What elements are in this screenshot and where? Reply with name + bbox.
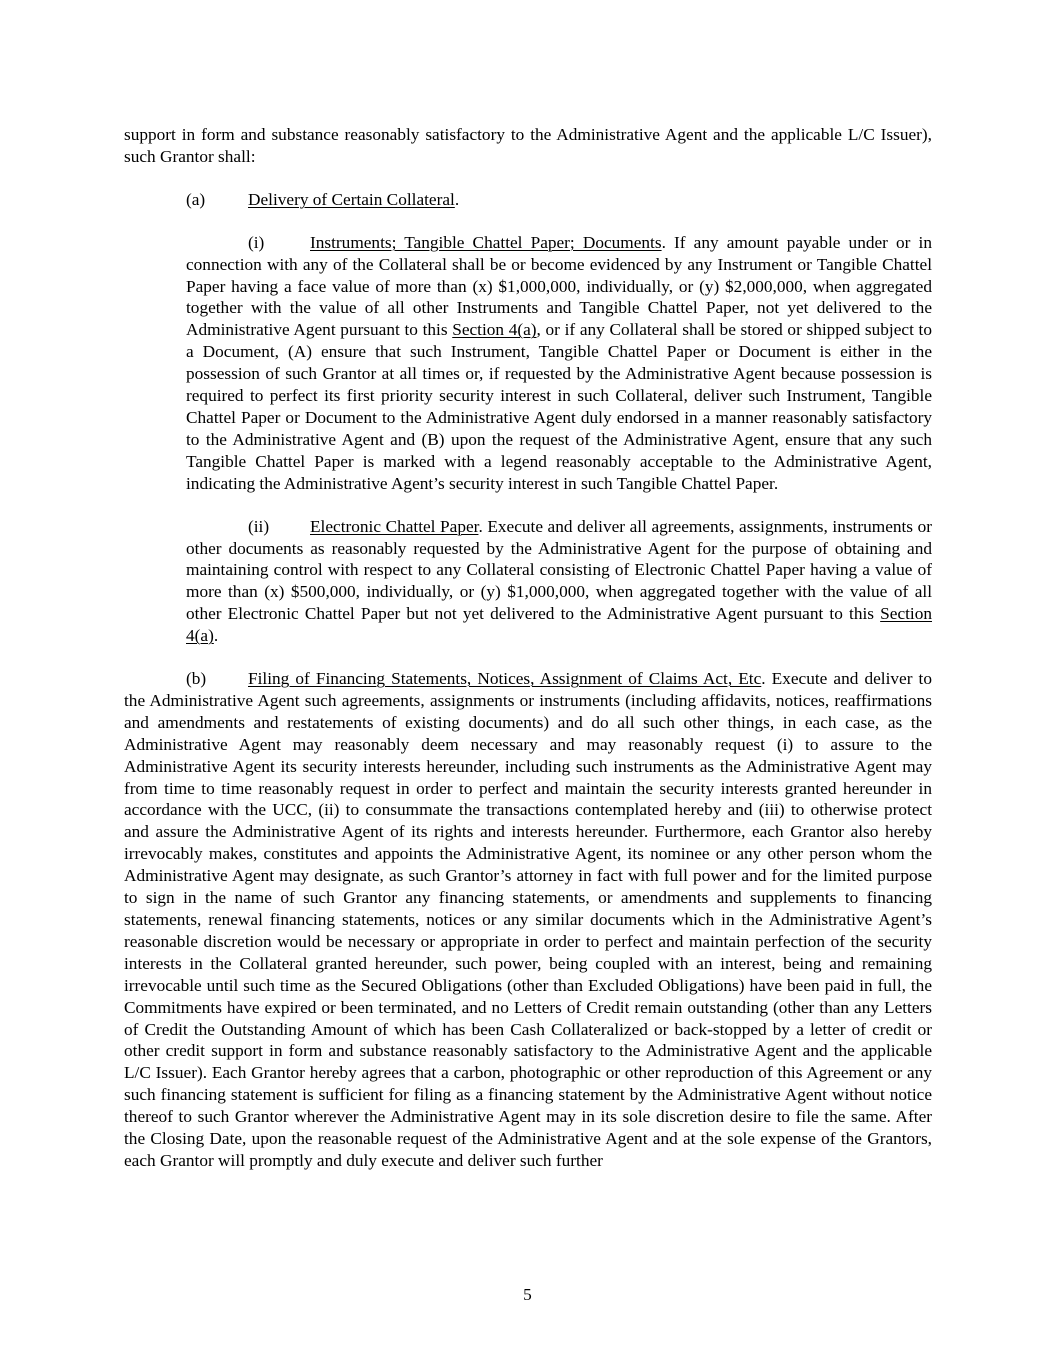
item-i-section-ref: Section 4(a) <box>452 320 537 340</box>
item-i-paragraph <box>186 232 932 495</box>
item-ii-section-ref: Section 4(a) <box>186 604 932 646</box>
item-i-text-1: . If any amount payable under or in connection with any of the Collateral shall be or become evidenced by any Instrument or Tangible Chattel Paper having a face value of more than (x) $1,000,000, individually, or (y) $2,000,000, when aggregated together with the value of all other Instruments and Tangible Chattel Paper, not yet delivered to the Administrative Agent pursuant to this <box>186 232 932 340</box>
item-ii-title: Electronic Chattel Paper <box>310 516 479 536</box>
document-page <box>124 124 932 1172</box>
item-ii-paragraph <box>186 516 932 647</box>
item-ii-marker: (ii) <box>248 516 270 536</box>
section-a-heading <box>186 189 932 211</box>
item-i-text-2: , or if any Collateral shall be stored or shipped subject to a Document, (A) ensure that such Instrument, Tangible Chattel Paper or Document is either in the possession of such Grantor at all times or, if requested by the Administrative Agent because possession is required to perfect its first priority security interest in such Collateral, deliver such Instrument, Tangible Chattel Paper or Document to the Administrative Agent duly endorsed in a manner reasonably satisfactory to the Administrative Agent and (B) upon the request of the Administrative Agent, ensure that any such Tangible Chattel Paper is marked with a legend reasonably acceptable to the Administrative Agent, indicating the Administrative Agent’s security interest in such Tangible Chattel Paper. <box>186 320 932 493</box>
item-i-title: Instruments; Tangible Chattel Paper; Documents <box>310 232 662 252</box>
intro-paragraph: support in form and substance reasonably satisfactory to the Administrative Agent and the applicable L/C Issuer), such Grantor shall: <box>124 125 932 166</box>
section-b-marker: (b) <box>186 669 207 689</box>
page-number: 5 <box>523 1285 532 1304</box>
section-b-paragraph <box>124 668 932 1172</box>
section-b-title: Filing of Financing Statements, Notices, Assignment of Claims Act, Etc <box>248 669 762 689</box>
section-b-text: . Execute and deliver to the Administrative Agent such agreements, assignments or instruments (including affidavits, notices, reaffirmations and amendments and restatements of existing documents) and do all such other things, in each case, as the Administrative Agent may reasonably deem necessary and may reasonably request (i) to assure to the Administrative Agent its security interests hereunder, including such instruments as the Administrative Agent may from time to time reasonably request in order to perfect and maintain the security interests granted hereunder in accordance with the UCC, (ii) to consummate the transactions contemplated hereby and (iii) to otherwise protect and assure the Administrative Agent of its rights and interests hereunder. Furthermore, each Grantor also hereby irrevocably makes, constitutes and appoints the Administrative Agent, its nominee or any other person whom the Administrative Agent may designate, as such Grantor’s attorney in fact with full power and for the limited purpose to sign in the name of such Grantor any financing statements, or amendments and supplements to financing statements, renewal financing statements, notices or any similar documents which in the Administrative Agent’s reasonable discretion would be necessary or appropriate in order to perfect and maintain perfection of the security interests in the Collateral granted hereunder, such power, being coupled with an interest, being and remaining irrevocable until such time as the Secured Obligations (other than Excluded Obligations) have been paid in full, the Commitments have expired or been terminated, and no Letters of Credit remain outstanding (other than any Letters of Credit the Outstanding Amount of which has been Cash Collateralized or back-stopped by a letter of credit or other credit support in form and substance reasonably satisfactory to the Administrative Agent and the applicable L/C Issuer). Each Grantor hereby agrees that a carbon, photographic or other reproduction of this Agreement or any such financing statement is sufficient for filing as a financing statement by the Administrative Agent without notice thereof to such Grantor wherever the Administrative Agent may in its sole discretion desire to file the same. After the Closing Date, upon the reasonable request of the Administrative Agent and at the sole expense of the Grantors, each Grantor will promptly and duly execute and deliver such further <box>124 669 932 1170</box>
item-ii-text-1: . Execute and deliver all agreements, assignments, instruments or other documents as reasonably requested by the Administrative Agent for the purpose of obtaining and maintaining control with respect to any Collateral consisting of Electronic Chattel Paper having a value of more than (x) $500,000, individually, or (y) $1,000,000, when aggregated together with the value of all other Electronic Chattel Paper but not yet delivered to the Administrative Agent pursuant to this <box>186 516 932 624</box>
item-ii-text-2: . <box>213 626 219 646</box>
item-i-marker: (i) <box>248 232 265 252</box>
section-a-title: Delivery of Certain Collateral <box>248 189 455 209</box>
section-a-marker: (a) <box>186 189 206 209</box>
section-a-title-end: . <box>454 189 460 209</box>
